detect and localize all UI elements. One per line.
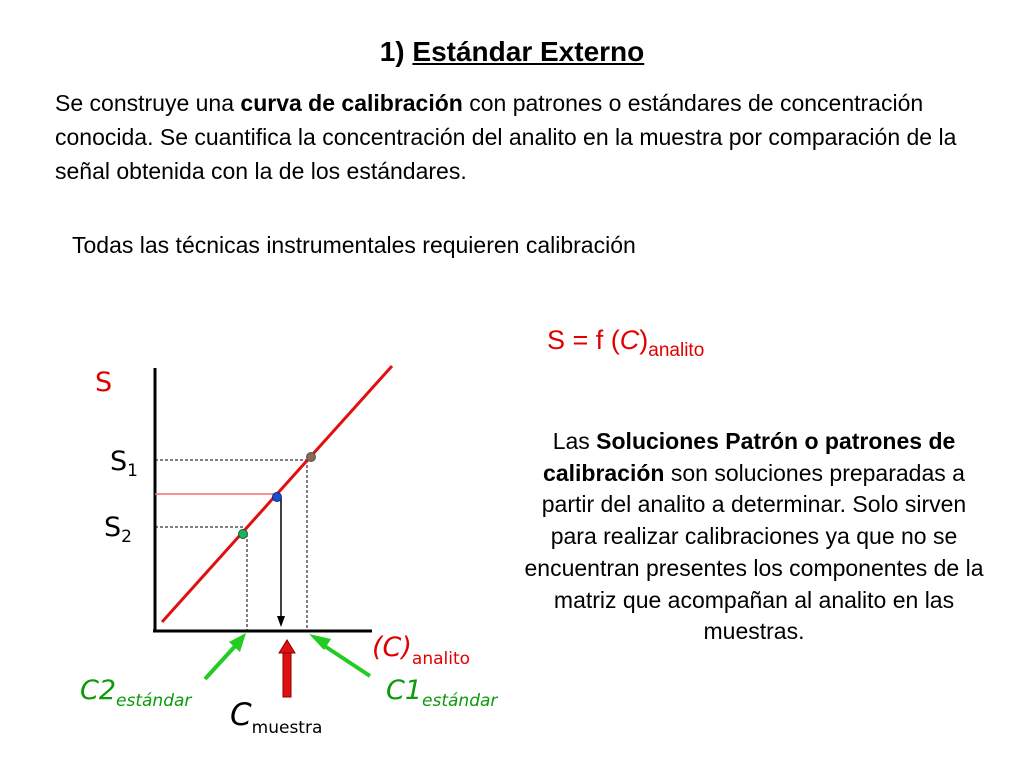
intro-part2: con patrones o estándares de concentración conocida. Se cuantifica la concentración del analito en la muestra por comparación de la señal obtenida con la de los estándares.: [55, 90, 957, 184]
point-sample: [273, 493, 282, 502]
formula-main: S = f (: [547, 325, 620, 355]
title-text: Estándar Externo: [412, 36, 645, 67]
s1-label: [110, 446, 138, 481]
cm-main: C: [230, 697, 252, 733]
calibration-note: Todas las técnicas instrumentales requieren calibración: [72, 232, 636, 258]
c1-arrow: [320, 643, 370, 676]
c2-main: C2: [80, 675, 117, 706]
c1-label: [386, 675, 498, 711]
x-axis-label: [372, 632, 470, 669]
intro-part1: Se construye una: [55, 90, 241, 116]
sample-drop-arrowhead: [277, 616, 285, 627]
explain-bold: Soluciones Patrón o patrones de calibración: [543, 428, 956, 486]
s2-label: [104, 512, 132, 547]
x-axis-sub: analito: [411, 649, 471, 669]
formula-var: C: [619, 325, 640, 355]
cm-label: [230, 697, 322, 738]
sample-arrowhead: [279, 640, 295, 653]
c1-main: C1: [386, 675, 423, 706]
c1-sub: estándar: [422, 691, 498, 711]
x-axis-main: (C): [372, 632, 412, 663]
c2-arrow: [205, 644, 237, 679]
c2-sub: estándar: [116, 691, 192, 711]
point-c2: [239, 530, 248, 539]
cm-sub: muestra: [251, 718, 323, 738]
c2-label: [80, 675, 192, 711]
point-c1: [307, 453, 316, 462]
s2-sub: 2: [121, 527, 132, 547]
formula-close: ): [639, 325, 649, 355]
sample-arrow-shaft: [283, 652, 291, 697]
title-number: 1): [379, 36, 413, 67]
explain-part1: Las: [552, 428, 597, 454]
y-axis-label: S: [95, 367, 113, 398]
explain-part2: son soluciones preparadas a partir del analito a determinar. Solo sirven para realizar calibraciones ya que no se encuentran presentes los componentes de la matriz que acompañan al analito en las muestras.: [524, 459, 984, 645]
s1-sub: 1: [127, 461, 138, 481]
intro-bold: curva de calibración: [240, 90, 463, 116]
formula-sub: analito: [648, 340, 705, 361]
s2-main: S: [104, 512, 122, 543]
s1-main: S: [110, 446, 128, 477]
